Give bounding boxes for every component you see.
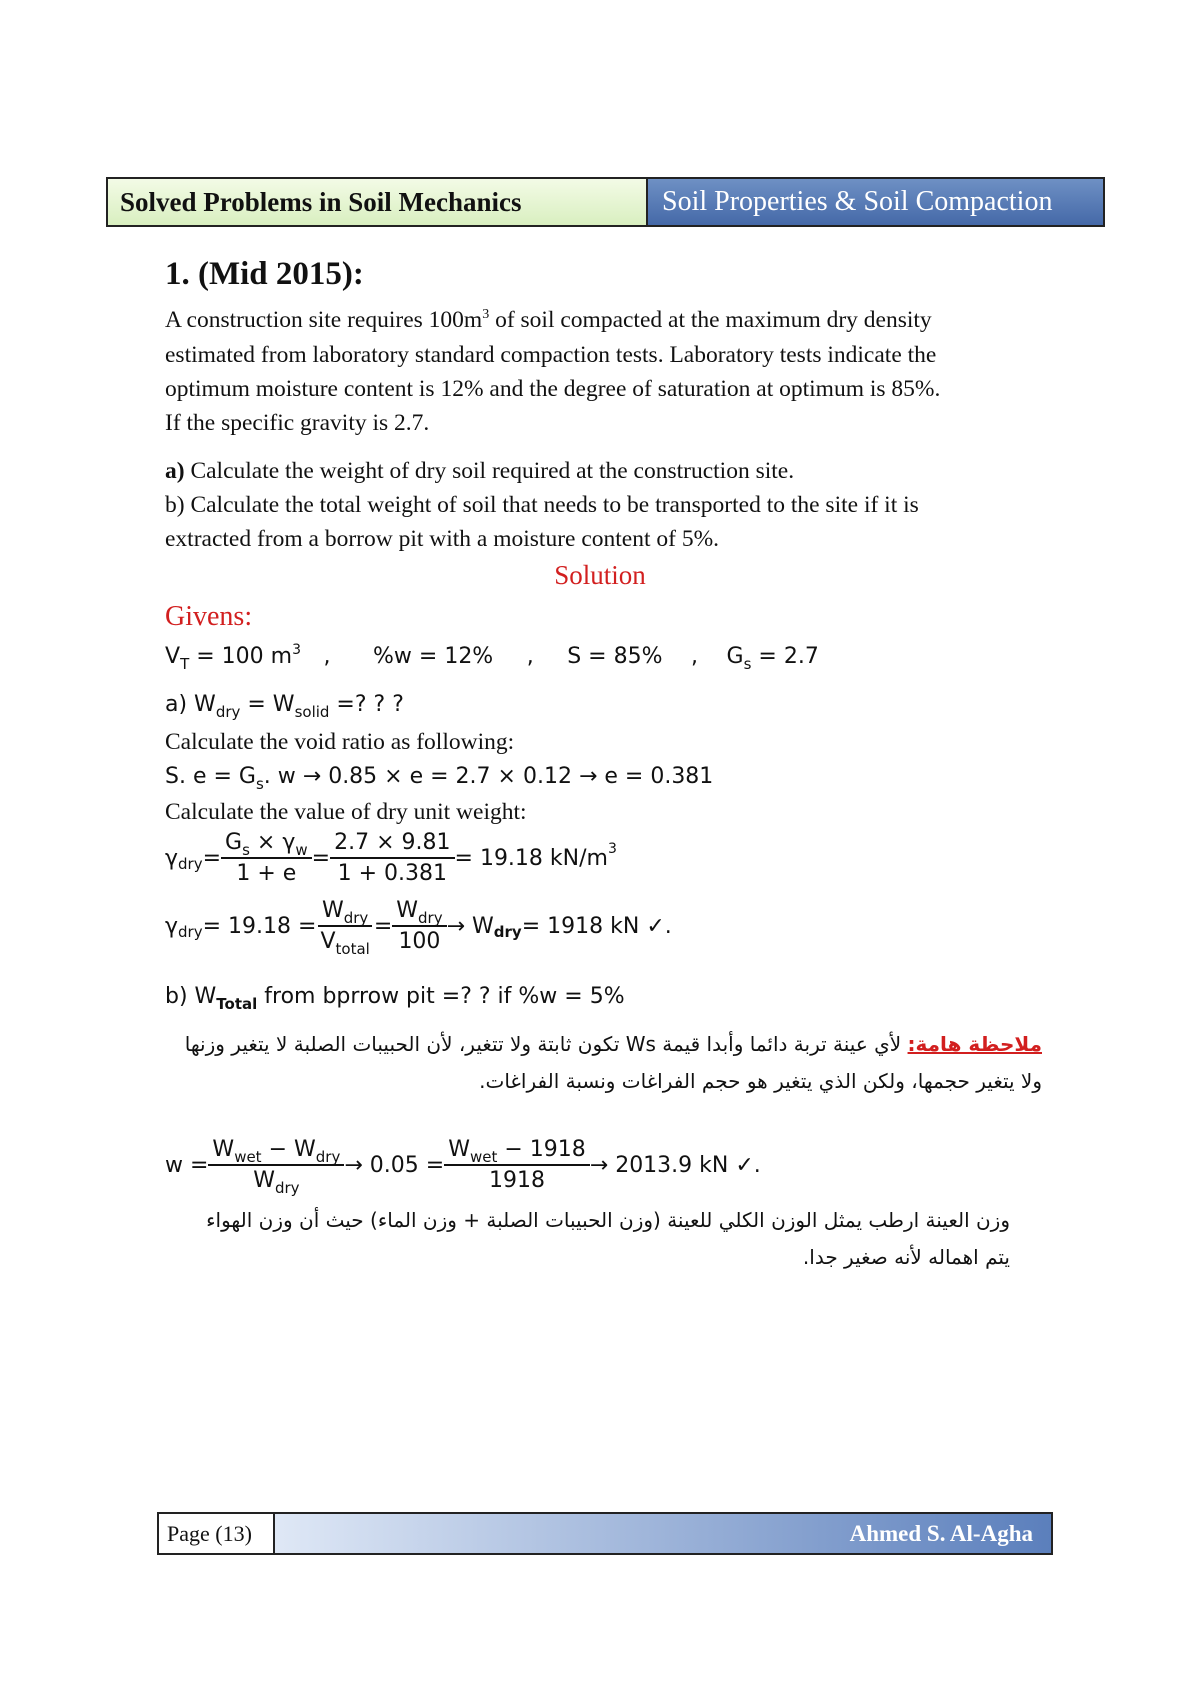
problem-title: 1. (Mid 2015): xyxy=(165,256,364,292)
part-a-question: a) Calculate the weight of dry soil required at the construction site. xyxy=(165,458,795,484)
problem-line-3: optimum moisture content is 12% and the degree of saturation at optimum is 85%. xyxy=(165,376,941,402)
givens-label: Givens: xyxy=(165,601,253,632)
problem-line-2: estimated from laboratory standard compaction tests. Laboratory tests indicate the xyxy=(165,342,937,368)
givens-line: $V_T = 100$ $m^3$ , %w = 12% , S = 85% , $G_s = 2.7$ xyxy=(165,642,819,673)
wet-weight-equation: w = $\frac{W_{wet} - W_{dry}}{W_{dry}}$ → 0.05 = $\frac{W_{wet} - 1918}{1918}$ → 2013.9 kN ✓. xyxy=(165,1137,761,1197)
problem-line-4: If the specific gravity is 2.7. xyxy=(165,410,430,436)
author-name: Ahmed S. Al-Agha xyxy=(275,1514,1051,1553)
part-b-question-2: extracted from a borrow pit with a moisture content of 5%. xyxy=(165,526,720,552)
arabic-explanation-line-2: يتم اهماله لأنه صغير جدا. xyxy=(802,1245,1010,1269)
problem-line-1: A construction site requires $100m^3$ of soil compacted at the maximum dry density xyxy=(165,307,932,333)
void-ratio-equation: S. $e = G_s$. w → 0.85 × e = 2.7 × 0.12 → e = 0.381 xyxy=(165,764,714,793)
page-number: Page (13) xyxy=(159,1514,275,1553)
book-title: Solved Problems in Soil Mechanics xyxy=(108,179,648,225)
chapter-title: Soil Properties & Soil Compaction xyxy=(648,179,1103,225)
footer-band xyxy=(157,1512,1053,1555)
part-b-target: b) $W_{Total}$ from bprrow pit =? ? if %w = 5% xyxy=(165,984,625,1013)
arabic-note-line-2: ولا يتغير حجمها، ولكن الذي يتغير هو حجم الفراغات ونسبة الفراغات. xyxy=(479,1069,1042,1093)
part-b-question-1: b) Calculate the total weight of soil that needs to be transported to the site if it is xyxy=(165,492,919,518)
dry-unit-weight-equation: γ dry = $\frac{G_s \times \gamma_w}{1 + e}$ = $\frac{2.7 \times 9.81}{1 + 0.381}$ = 19.18 kN/m 3 xyxy=(165,830,617,886)
header-band xyxy=(106,177,1105,227)
dry-unit-weight-intro: Calculate the value of dry unit weight: xyxy=(165,799,527,825)
void-ratio-intro: Calculate the void ratio as following: xyxy=(165,729,515,755)
dry-weight-equation: γ dry = 19.18 = $\frac{W_{dry}}{V_{total}}$ = $\frac{W_{dry}}{100}$ → W dry = 1918 kN ✓. xyxy=(165,898,672,958)
solution-heading: Solution xyxy=(554,560,646,590)
arabic-explanation-line-1: وزن العينة ارطب يمثل الوزن الكلي للعينة (وزن الحبيبات الصلبة + وزن الماء) حيث أن وزن الهواء xyxy=(206,1208,1010,1232)
arabic-note-line-1: ملاحظة هامة: لأي عينة تربة دائما وأبدا قيمة Ws تكون ثابتة ولا تتغير، لأن الحبيبات الصلبة لا يتغير وزنها xyxy=(184,1032,1042,1056)
part-a-target: a) $W_{dry} = W_{solid}$ =? ? ? xyxy=(165,692,404,721)
